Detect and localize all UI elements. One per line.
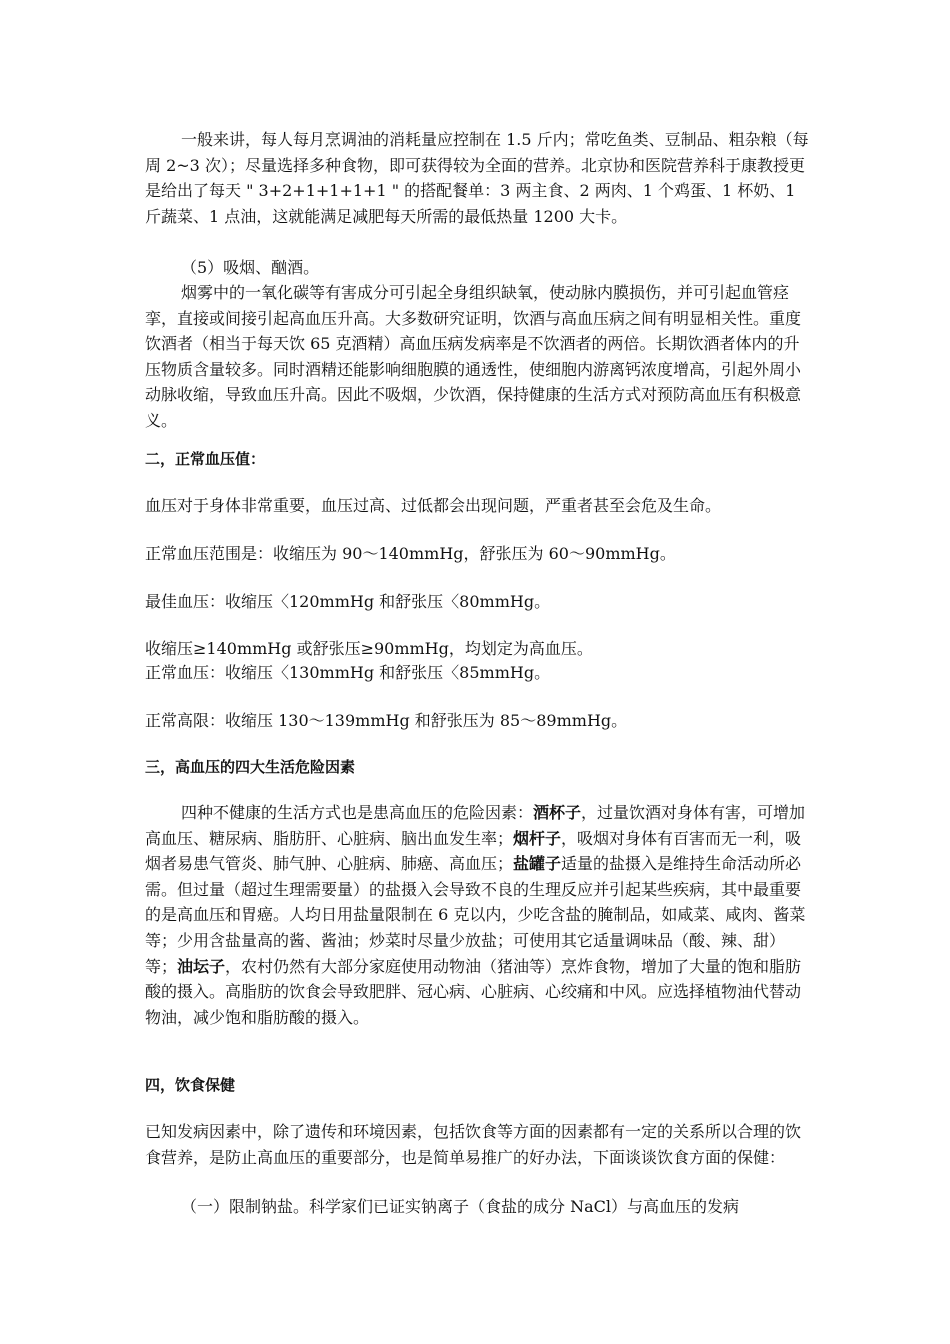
risk-desc-salt-jar: 适量的盐摄入是维持生命活动所必需。但过量（超过生理需要量）的盐摄入会导致不良的生理反应并引起某些疾病，其中最重要的是高血压和胃癌。人均日用盐量限制在 6 克以内，少吃含盐的腌制品，如咸菜、咸肉、酱菜等；少用含盐量高的酱、酱油；炒菜时尽量少放盐；可使用其它适量调味品（酸、辣、甜）等； (145, 854, 806, 976)
risk-intro-text: 四种不健康的生活方式也是患高血压的危险因素： (181, 803, 534, 822)
bp-hypertension-text: 收缩压≥140mmHg 或舒张压≥90mmHg，均划定为高血压。 (145, 639, 593, 658)
section-heading-diet-care: 四，饮食保健 (145, 1076, 236, 1094)
paragraph-risk-factors (145, 800, 810, 1030)
bp-intro-text: 血压对于身体非常重要，血压过高、过低都会出现问题，严重者甚至会危及生命。 (145, 496, 722, 515)
bp-normal-range-text: 正常血压范围是：收缩压为 90～140mmHg，舒张压为 60～90mmHg。 (145, 544, 676, 563)
section-heading-normal-bp: 二，正常血压值： (145, 450, 266, 468)
paragraph-smoking-drinking: 烟雾中的一氧化碳等有害成分可引起全身组织缺氧，使动脉内膜损伤，并可引起血管痉挛，直接或间接引起高血压升高。大多数研究证明，饮酒与高血压病之间有明显相关性。重度饮酒者（相当于每天饮 65 克酒精）高血压病发病率是不饮酒者的两倍。长期饮酒者体内的升压物质含量较多。同时酒精还能影响细胞膜的通透性，使细胞内游离钙浓度增高，引起外周小动脉收缩，导致血压升高。因此不吸烟，少饮酒，保持健康的生活方式对预防高血压有积极意义。 (145, 283, 802, 430)
risk-desc-wine-cup: ，过量饮酒对身体有害，可增加高血压、糖尿病、脂肪肝、心脏病、脑出血发生率； (145, 803, 806, 848)
paragraph-limit-sodium: （一）限制钠盐。科学家们已证实钠离子（食盐的成分 NaCl）与高血压的发病 (181, 1197, 739, 1216)
bp-optimal-text: 最佳血压：收缩压〈120mmHg 和舒张压〈80mmHg。 (145, 592, 551, 611)
risk-term-oil-jar: 油坛子 (177, 956, 226, 976)
subheading-smoking-drinking: （5）吸烟、酗酒。 (181, 258, 320, 277)
risk-term-pipe: 烟杆子 (513, 828, 562, 848)
paragraph-diet-advice: 一般来讲，每人每月烹调油的消耗量应控制在 1.5 斤内；常吃鱼类、豆制品、粗杂粮（每周 2~3 次）；尽量选择多种食物，即可获得较为全面的营养。北京协和医院营养科于康教授更是给出了每天 " 3+2+1+1+1+1 " 的搭配餐单：3 两主食、2 两肉、1 个鸡蛋、1 杯奶、1 斤蔬菜、1 点油，这就能满足减肥每天所需的最低热量 1200 大卡。 (145, 130, 809, 226)
bp-high-normal-text: 正常高限：收缩压 130～139mmHg 和舒张压为 85～89mmHg。 (145, 711, 628, 730)
bp-normal-text: 正常血压：收缩压〈130mmHg 和舒张压〈85mmHg。 (145, 663, 551, 682)
risk-desc-oil-jar: ，农村仍然有大部分家庭使用动物油（猪油等）烹炸食物，增加了大量的饱和脂肪酸的摄入。高脂肪的饮食会导致肥胖、冠心病、心脏病、心绞痛和中风。应选择植物油代替动物油，减少饱和脂肪酸的摄入。 (145, 956, 802, 1027)
paragraph-known-factors: 已知发病因素中，除了遗传和环境因素，包括饮食等方面的因素都有一定的关系所以合理的饮食营养，是防止高血压的重要部分，也是简单易推广的好办法，下面谈谈饮食方面的保健： (145, 1122, 802, 1167)
section-heading-risk-factors: 三，高血压的四大生活危险因素 (145, 758, 356, 776)
risk-term-salt-jar: 盐罐子 (513, 854, 562, 874)
risk-desc-pipe: ，吸烟对身体有百害而无一利，吸烟者易患气管炎、肺气肿、心脏病、肺癌、高血压； (145, 828, 802, 874)
risk-term-wine-cup: 酒杯子 (533, 803, 582, 822)
